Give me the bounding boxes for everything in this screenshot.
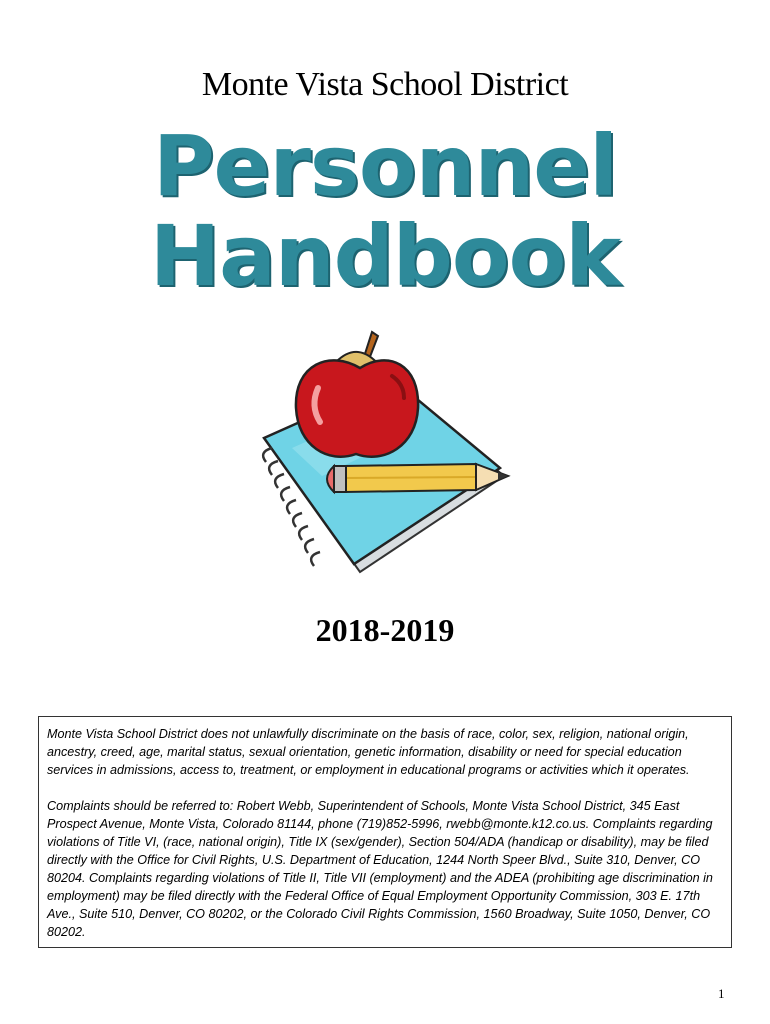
handbook-title-line2: Handbook [149,207,621,305]
notice-paragraph: Monte Vista School District does not unlawfully discriminate on the basis of race, color, sex, religion, national origin, ancestry, creed, age, marital status, sexual orientation, genetic information, disability or need for special education services in admissions, access to, treatment, or employment in educational programs or activities which it operates. [47,727,690,777]
handbook-title-line1: Personnel [152,117,618,215]
page-number: 1 [718,986,725,1001]
school-year: 2018-2019 [315,612,455,648]
apple-icon [296,332,418,457]
apple-notebook-pencil-icon [232,328,512,588]
notice-paragraph: Complaints should be referred to: Robert Webb, Superintendent of Schools, Monte Vista School District, 345 East Prospect Avenue, Monte Vista, Colorado 81144, phone (719)852-5996, rwebb@monte.k12.co.us. Complaints regarding violations of Title VI, (race, national origin), Title IX (sex/gender), Section 504/ADA (handicap or disability), may be filed directly with the Office for Civil Rights, U.S. Department of Education, 1244 North Speer Blvd., Suite 310, Denver, CO 80204. Complaints regarding violations of Title II, Title VII (employment) and the ADEA (prohibiting age discrimination in employment) may be filed directly with the Federal Office of Equal Employment Opportunity Commission, 303 E. 17th Ave., Suite 510, Denver, CO 80202, or the Colorado Civil Rights Commission, 1560 Broadway, Suite 1050, Denver, CO 80202. [47,799,713,939]
non-discrimination-notice [38,716,732,948]
district-name: Monte Vista School District [201,66,569,103]
pencil-icon [327,464,508,492]
